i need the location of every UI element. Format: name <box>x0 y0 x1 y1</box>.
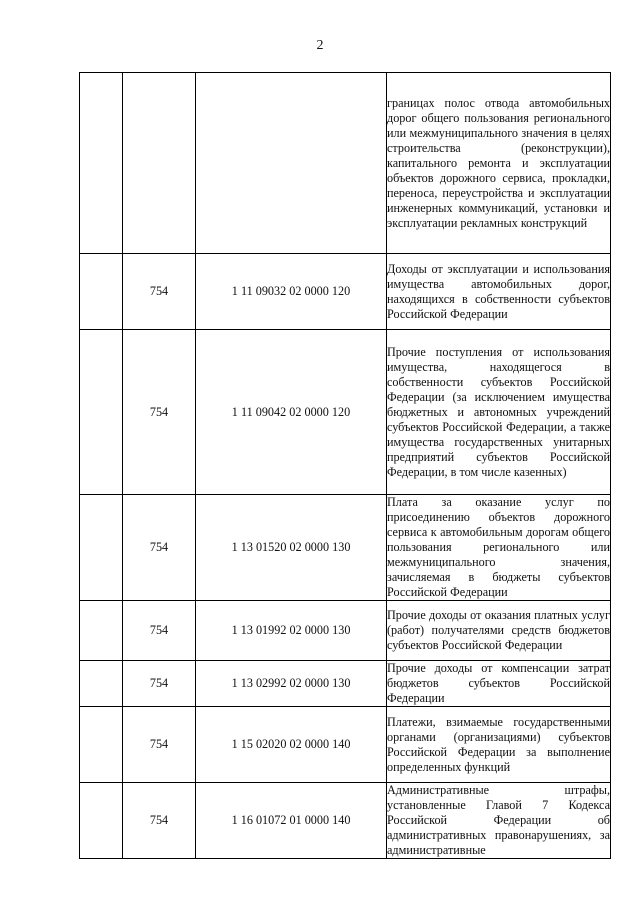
description-cell <box>387 707 611 783</box>
budget-code-cell: 1 15 02020 02 0000 140 <box>196 707 387 783</box>
budget-code-cell: 1 13 01520 02 0000 130 <box>196 495 387 601</box>
description-cell <box>387 254 611 330</box>
page-number: 2 <box>316 38 324 53</box>
description-text: Административные штрафы, установленные Главой 7 Кодекса Российской Федерации об административных правонарушениях, за административные <box>387 783 610 857</box>
description-cell <box>387 495 611 601</box>
row-number-cell <box>80 73 123 254</box>
description-text: Прочие поступления от использования имущества, находящегося в собственности субъектов Российской Федерации (за исключением имущества бюджетных и автономных учреждений субъектов Российской Федерации, а также имущества государственных унитарных предприятий субъектов Российской Федерации, в том числе казенных) <box>387 344 610 479</box>
description-cell <box>387 661 611 707</box>
table-row <box>80 495 611 601</box>
budget-code-cell: 1 11 09032 02 0000 120 <box>196 254 387 330</box>
description-text: Доходы от эксплуатации и использования имущества автомобильных дорог, находящихся в собственности субъектов Российской Федерации <box>387 261 610 321</box>
budget-code-cell: 1 13 02992 02 0000 130 <box>196 661 387 707</box>
description-text: Прочие доходы от компенсации затрат бюджетов субъектов Российской Федерации <box>387 661 610 705</box>
table-row <box>80 707 611 783</box>
description-cell <box>387 783 611 859</box>
row-number-cell <box>80 254 123 330</box>
row-number-cell <box>80 661 123 707</box>
description-text: Платежи, взимаемые государственными органами (организациями) субъектов Российской Федерации за выполнение определенных функций <box>387 714 610 774</box>
table-row <box>80 783 611 859</box>
table-row <box>80 330 611 495</box>
table-row <box>80 601 611 661</box>
admin-code-cell: 754 <box>123 495 196 601</box>
description-cell <box>387 601 611 661</box>
admin-code-cell <box>123 73 196 254</box>
row-number-cell <box>80 601 123 661</box>
admin-code-cell: 754 <box>123 783 196 859</box>
description-cell <box>387 73 611 254</box>
budget-code-cell: 1 13 01992 02 0000 130 <box>196 601 387 661</box>
budget-code-cell: 1 16 01072 01 0000 140 <box>196 783 387 859</box>
admin-code-cell: 754 <box>123 707 196 783</box>
budget-code-cell <box>196 73 387 254</box>
description-cell <box>387 330 611 495</box>
admin-code-cell: 754 <box>123 601 196 661</box>
description-text: границах полос отвода автомобильных дорог общего пользования регионального или межмуниципального значения в целях строительства (реконструкции), капитального ремонта и эксплуатации объектов дорожного сервиса, прокладки, переноса, переустройства и эксплуатации инженерных коммуникаций, установки и эксплуатации рекламных конструкций <box>387 95 610 230</box>
row-number-cell <box>80 330 123 495</box>
description-text: Прочие доходы от оказания платных услуг (работ) получателями средств бюджетов субъектов Российской Федерации <box>387 608 610 652</box>
admin-code-cell: 754 <box>123 330 196 495</box>
revenue-codes-table <box>79 72 611 859</box>
admin-code-cell: 754 <box>123 661 196 707</box>
row-number-cell <box>80 495 123 601</box>
budget-code-cell: 1 11 09042 02 0000 120 <box>196 330 387 495</box>
row-number-cell <box>80 707 123 783</box>
admin-code-cell: 754 <box>123 254 196 330</box>
row-number-cell <box>80 783 123 859</box>
description-text: Плата за оказание услуг по присоединению объектов дорожного сервиса к автомобильным дорогам общего пользования регионального или межмуниципального значения, зачисляемая в бюджеты субъектов Российской Федерации <box>387 495 610 599</box>
table-row <box>80 254 611 330</box>
table-row <box>80 661 611 707</box>
table-row <box>80 73 611 254</box>
